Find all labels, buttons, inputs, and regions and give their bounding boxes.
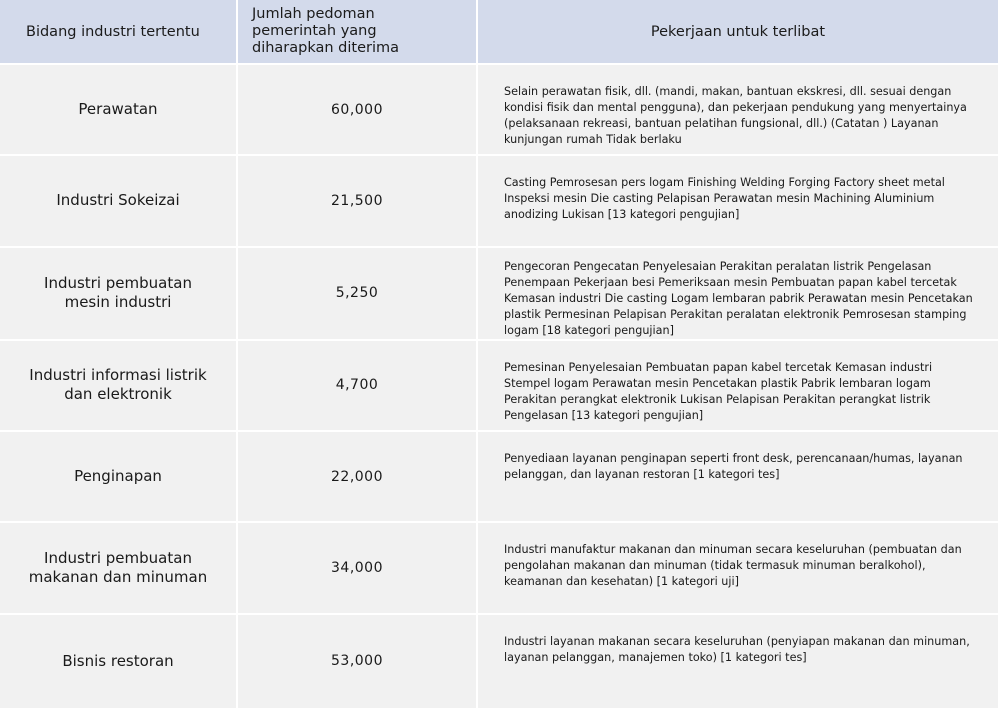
table-row <box>0 615 1000 708</box>
table-row <box>0 156 1000 247</box>
table-row <box>0 248 1000 341</box>
row-job: Penyediaan layanan penginapan seperti front desk, perencanaan/humas, layanan pelanggan, dan layanan restoran [1 kategori tes] <box>478 432 1000 523</box>
table-row <box>0 523 1000 614</box>
row-count: 60,000 <box>238 65 478 156</box>
row-job: Pemesinan Penyelesaian Pembuatan papan kabel tercetak Kemasan industri Stempel logam Perawatan mesin Pencetakan plastik Pabrik lembaran logam Perakitan perangkat elektronik Lukisan Pelapisan Perakitan perangkat listrik Pengelasan [13 kategori pengujian] <box>478 341 1000 432</box>
row-job: Industri layanan makanan secara keseluruhan (penyiapan makanan dan minuman, layanan pelanggan, manajemen toko) [1 kategori tes] <box>478 615 1000 708</box>
row-field <box>0 248 238 341</box>
row-field <box>0 341 238 432</box>
row-job: Casting Pemrosesan pers logam Finishing Welding Forging Factory sheet metal Inspeksi mesin Die casting Pelapisan Perawatan mesin Machining Aluminium anodizing Lukisan [13 kategori pengujian] <box>478 156 1000 247</box>
row-job: Pengecoran Pengecatan Penyelesaian Perakitan peralatan listrik Pengelasan Penempaan Pekerjaan besi Pemeriksaan mesin Pembuatan papan kabel tercetak Kemasan industri Die casting Logam lembaran pabrik Perawatan mesin Pencetakan plastik Permesinan Pelapisan Perakitan peralatan elektronik Pemrosesan stamping logam [18 kategori pengujian] <box>478 248 1000 341</box>
header-field: Bidang industri tertentu <box>0 0 238 65</box>
row-field-text: Industri pembuatan mesin industri <box>44 274 192 312</box>
row-count: 34,000 <box>238 523 478 614</box>
header-job: Pekerjaan untuk terlibat <box>478 0 1000 65</box>
table-row <box>0 432 1000 523</box>
header-count-text: Jumlah pedoman pemerintah yang diharapkan diterima <box>252 6 400 56</box>
row-count: 22,000 <box>238 432 478 523</box>
row-count: 21,500 <box>238 156 478 247</box>
table-row <box>0 341 1000 432</box>
table-row <box>0 65 1000 156</box>
row-field: Penginapan <box>0 432 238 523</box>
row-count: 4,700 <box>238 341 478 432</box>
header-row <box>0 0 1000 65</box>
row-count: 53,000 <box>238 615 478 708</box>
row-job: Industri manufaktur makanan dan minuman secara keseluruhan (pembuatan dan pengolahan makanan dan minuman (tidak termasuk minuman beralkohol), keamanan dan kesehatan) [1 kategori uji] <box>478 523 1000 614</box>
row-field: Bisnis restoran <box>0 615 238 708</box>
row-field-text: Industri informasi listrik dan elektronik <box>29 366 207 404</box>
row-count: 5,250 <box>238 248 478 341</box>
header-count <box>238 0 478 65</box>
row-field: Industri Sokeizai <box>0 156 238 247</box>
row-job: Selain perawatan fisik, dll. (mandi, makan, bantuan ekskresi, dll. sesuai dengan kondisi fisik dan mental pengguna), dan pekerjaan pendukung yang menyertainya (pelaksanaan rekreasi, bantuan pelatihan fungsional, dll.) (Catatan ) Layanan kunjungan rumah Tidak berlaku <box>478 65 1000 156</box>
row-field: Perawatan <box>0 65 238 156</box>
row-field: Industri pembuatan makanan dan minuman <box>0 523 238 614</box>
